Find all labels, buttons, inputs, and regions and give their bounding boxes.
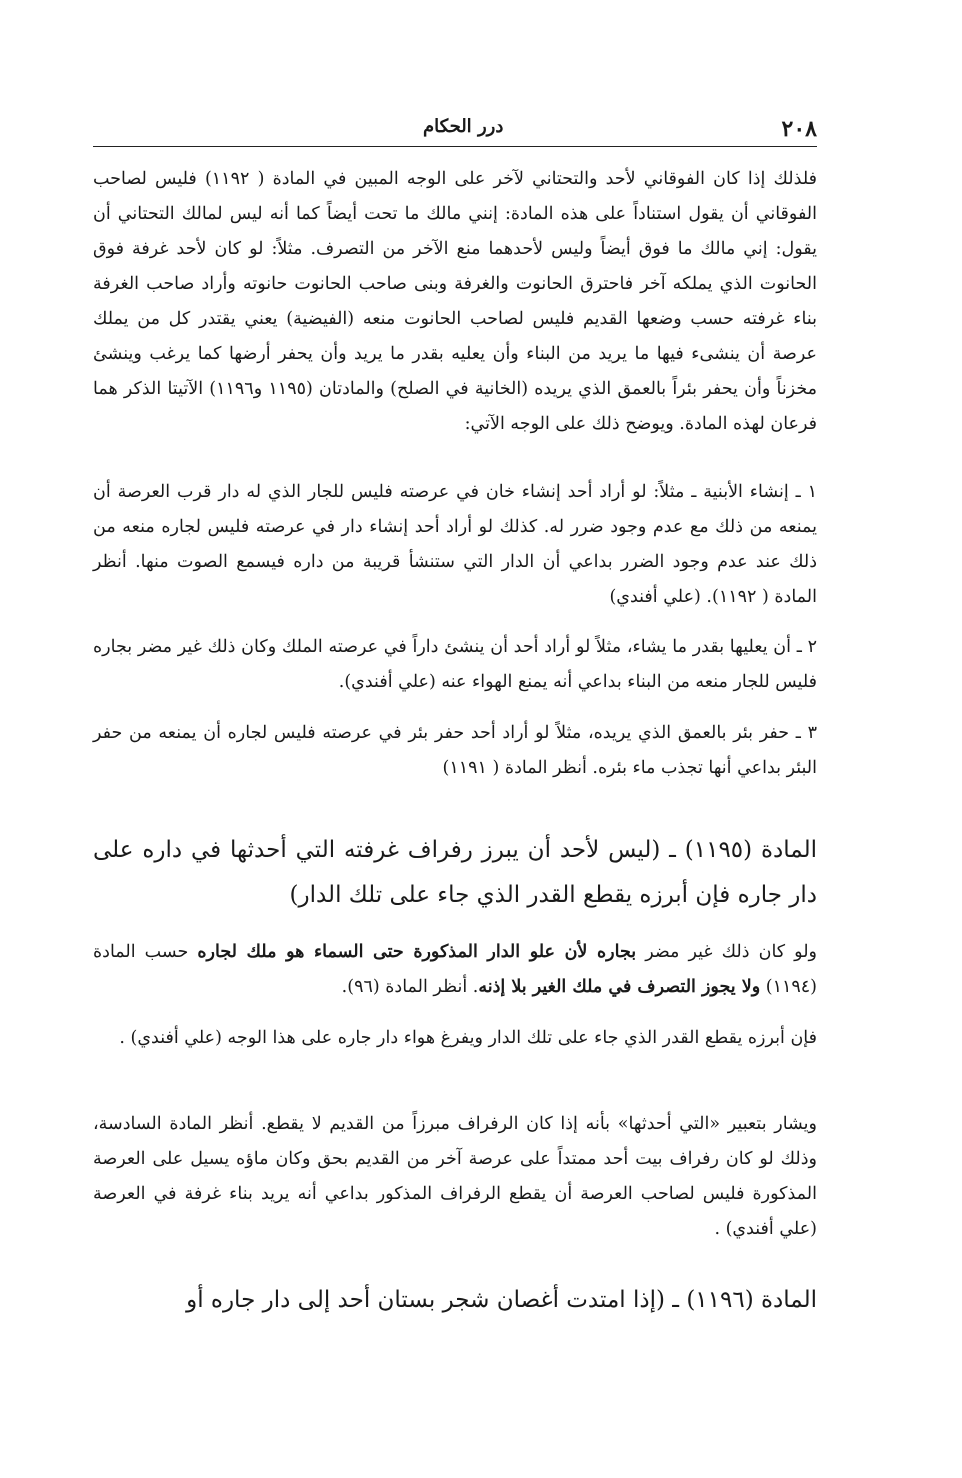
paragraph-1195-cutting: فإن أبرزه يقطع القدر الذي جاء على تلك الدار ويفرغ هواء دار جاره على هذا الوجه (علي أفندي) .: [119, 1028, 817, 1048]
page-header: [93, 112, 817, 142]
paragraph-1195-explanation: [93, 935, 817, 1005]
text-span: . أنظر المادة (٩٦).: [341, 977, 479, 997]
book-title: درر الحكام: [423, 116, 504, 137]
paragraph-item-2: ٢ ـ أن يعليها بقدر ما يشاء، مثلاً لو أراد أحد أن ينشئ داراً في عرصته الملك وكان ذلك غير مضر بجاره فليس للجار منعه من البناء بداعي أنه يمنع الهواء عنه (علي أفندي).: [93, 637, 817, 692]
header-rule: [93, 146, 817, 147]
bold-span: ولا يجوز التصرف في ملك الغير بلا إذنه: [478, 977, 761, 997]
article-1196-heading: المادة (١١٩٦) ـ (إذا امتدت أغصان شجر بستان أحد إلى دار جاره أو: [186, 1287, 817, 1313]
article-1195-heading: المادة (١١٩٥) ـ (ليس لأحد أن يبرز رفراف غرفته التي أحدثها في داره على دار جاره فإن أبرزه يقطع القدر الذي جاء على تلك الدار): [93, 837, 817, 908]
paragraph-intro: فلذلك إذا كان الفوقاني لأحد والتحتاني لآخر على الوجه المبين في المادة ( ١١٩٢) فليس لصاحب الفوقاني أن يقول استناداً على هذه المادة: إنني مالك ما تحت أيضاً كما أنه ليس لمالك التحتاني أن يقول: إني مالك ما فوق أيضاً وليس لأحدهما منع الآخر من التصرف. مثلاً: لو كان لأحد غرفة فوق الحانوت الذي يملكه آخر فاحترق الحانوت والغرفة وبنى صاحب الحانوت حانوته وأراد صاحب الغرفة بناء غرفته حسب وضعها القديم فليس لصاحب الحانوت منعه (الفيضية) يعني يقتدر كل من يملك عرصة أن ينشىء فيها ما يريد من البناء وأن يعليه بقدر ما يريد وأن يحفر أرضها كما يرغب وينشئ مخزناً وأن يحفر بئراً بالعمق الذي يريده (الخانية في الصلح) والمادتان (١١٩٥ و١١٩٦) الآتيتا الذكر هما فرعان لهذه المادة. ويوضح ذلك على الوجه الآتي:: [93, 169, 818, 434]
bold-span: بجاره لأن علو الدار المذكورة حتى السماء هو ملك لجاره: [197, 942, 637, 962]
paragraph-item-1: ١ ـ إنشاء الأبنية ـ مثلاً: لو أراد أحد إنشاء خان في عرصته فليس للجار الذي له دار قرب العرصة أن يمنعه من ذلك مع عدم وجود ضرر له. كذلك لو أراد أحد إنشاء دار في عرصته فليس لجاره منعه من ذلك عند عدم وجود الضرر بداعي أن الدار التي ستنشأ قريبة من داره فيسمع الصوت منها. أنظر المادة ( ١١٩٢). (علي أفندي): [93, 482, 817, 607]
text-span: ولو كان ذلك غير مضر: [636, 942, 818, 962]
paragraph-1195-note: ويشار بتعبير «التي أحدثها» بأنه إذا كان الرفراف مبرزاً من القديم لا يقطع. أنظر المادة السادسة، وذلك لو كان رفراف بيت أحد ممتداً على عرصة آخر من القديم بحق وكان ماؤه يسيل على العرصة المذكورة فليس لصاحب العرصة أن يقطع الرفراف المذكور بداعي أنه يريد بناء غرفة في العرصة (علي أفندي) .: [93, 1114, 817, 1239]
paragraph-item-3: ٣ ـ حفر بئر بالعمق الذي يريده، مثلاً لو أراد أحد حفر بئر في عرصته فليس لجاره أن يمنعه من حفر البئر بداعي أنها تجذب ماء بئره. أنظر المادة ( ١١٩١): [93, 723, 817, 778]
page-number: ٢٠٨: [781, 116, 817, 142]
text-span: حسب المادة (١١٩٤): [93, 942, 817, 997]
